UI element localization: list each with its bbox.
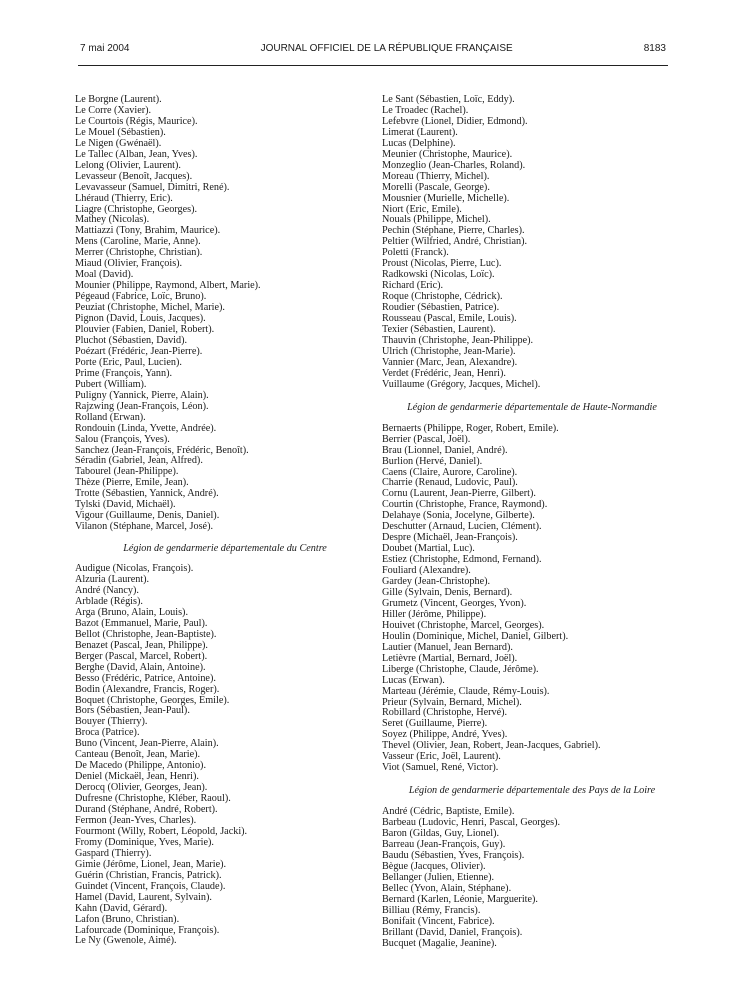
header-title: JOURNAL OFFICIEL DE LA RÉPUBLIQUE FRANÇAISE <box>260 42 513 54</box>
name-entry: Thauvin (Christophe, Jean-Philippe). <box>382 334 534 346</box>
name-entry: Roudier (Sébastien, Patrice). <box>382 302 500 314</box>
name-entry: Porte (Eric, Paul, Lucien). <box>75 356 182 368</box>
name-entry: Delahaye (Sonia, Jocelyne, Gilberte). <box>382 510 535 522</box>
header-date: 7 mai 2004 <box>80 42 130 54</box>
name-entry: Alzuria (Laurent). <box>75 574 150 586</box>
left-column <box>75 95 375 947</box>
name-entry: Poletti (Franck). <box>382 247 449 259</box>
name-entry: Caens (Claire, Aurore, Caroline). <box>382 466 518 478</box>
name-entry: Mens (Caroline, Marie, Anne). <box>75 236 201 248</box>
name-entry: Pechin (Stéphane, Pierre, Charles). <box>382 225 525 237</box>
header-rule <box>78 65 668 66</box>
name-entry: Lucas (Delphine). <box>382 137 456 149</box>
name-entry: Prieur (Sylvain, Bernard, Michel). <box>382 696 522 708</box>
section-heading-haute-normandie: Légion de gendarmerie départementale de Haute-Normandie <box>407 401 657 413</box>
name-entry: Thevel (Olivier, Jean, Robert, Jean-Jacques, Gabriel). <box>382 740 601 752</box>
name-entry: Arblade (Régis). <box>75 595 143 607</box>
name-entry: Barbeau (Ludovic, Henri, Pascal, Georges). <box>382 817 561 829</box>
name-entry: Miaud (Olivier, François). <box>75 258 183 270</box>
name-entry: Deniel (Mickaël, Jean, Henri). <box>75 771 199 783</box>
name-entry: Doubet (Martial, Luc). <box>382 543 475 555</box>
name-entry: Limerat (Laurent). <box>382 126 458 138</box>
name-entry: Levasseur (Benoît, Jacques). <box>75 170 193 182</box>
name-entry: Berger (Pascal, Marcel, Robert). <box>75 650 208 662</box>
name-entry: Bègue (Jacques, Olivier). <box>382 860 486 872</box>
name-entry: Besso (Frédéric, Patrice, Antoine). <box>75 672 216 684</box>
name-entry: Robillard (Christophe, Hervé). <box>382 707 508 719</box>
name-entry: Audigue (Nicolas, François). <box>75 563 194 575</box>
name-entry: Bazot (Emmanuel, Marie, Paul). <box>75 617 208 629</box>
name-entry: Morelli (Pascale, George). <box>382 181 490 193</box>
name-entry: Grumetz (Vincent, Georges, Yvon). <box>382 597 527 609</box>
page-header <box>80 40 666 56</box>
name-entry: Berghe (David, Alain, Antoine). <box>75 661 206 673</box>
name-entry: Sanchez (Jean-François, Frédéric, Benoît). <box>75 444 249 456</box>
name-entry: Verdet (Frédéric, Jean, Henri). <box>382 367 506 379</box>
name-entry: Liberge (Christophe, Claude, Jérôme). <box>382 663 539 675</box>
section-heading-centre: Légion de gendarmerie départementale du Centre <box>123 543 327 555</box>
name-entry: Bellot (Christophe, Jean-Baptiste). <box>75 628 217 640</box>
name-entry: Dufresne (Christophe, Kléber, Raoul). <box>75 793 231 805</box>
name-entry: Viot (Samuel, René, Victor). <box>382 762 499 774</box>
name-entry: Vilanon (Stéphane, Marcel, José). <box>75 521 214 533</box>
name-entry: Séradin (Gabriel, Jean, Alfred). <box>75 455 203 467</box>
name-list <box>382 95 682 391</box>
name-entry: Lucas (Erwan). <box>382 674 445 686</box>
name-entry: Liagre (Christophe, Georges). <box>75 203 198 215</box>
name-entry: Vannier (Marc, Jean, Alexandre). <box>382 356 518 368</box>
name-entry: Fourmont (Willy, Robert, Léopold, Jacki). <box>75 825 248 837</box>
name-entry: Buno (Vincent, Jean-Pierre, Alain). <box>75 738 219 750</box>
name-entry: Broca (Patrice). <box>75 727 140 739</box>
name-entry: Moal (David). <box>75 269 134 281</box>
name-entry: Meunier (Christophe, Maurice). <box>382 148 513 160</box>
name-entry: Marteau (Jérémie, Claude, Rémy-Louis). <box>382 685 550 697</box>
name-list <box>75 95 375 533</box>
name-entry: De Macedo (Philippe, Antonio). <box>75 760 206 772</box>
name-list <box>75 564 375 947</box>
name-entry: Fermon (Jean-Yves, Charles). <box>75 815 197 826</box>
name-entry: Fouliard (Alexandre). <box>382 565 471 577</box>
section-heading-pays-de-la-loire: Légion de gendarmerie départementale des Pays de la Loire <box>408 785 656 797</box>
name-entry: Bellanger (Julien, Etienne). <box>382 871 495 883</box>
name-entry: Baron (Gildas, Guy, Lionel). <box>382 828 500 840</box>
name-entry: Rousseau (Pascal, Emile, Louis). <box>382 313 517 325</box>
name-entry: Hamel (David, Laurent, Sylvain). <box>75 891 212 903</box>
name-entry: Ulrich (Christophe, Jean-Marie). <box>382 345 516 357</box>
name-entry: Bonifait (Vincent, Fabrice). <box>382 915 495 927</box>
name-entry: Charrie (Renaud, Ludovic, Paul). <box>382 477 518 489</box>
name-entry: Houlin (Dominique, Michel, Daniel, Gilbert). <box>382 630 569 642</box>
name-entry: André (Cédric, Baptiste, Emile). <box>382 806 515 818</box>
name-entry: Letièvre (Martial, Bernard, Joël). <box>382 652 518 664</box>
name-entry: Pégeaud (Fabrice, Loïc, Bruno). <box>75 291 207 303</box>
name-entry: Gardey (Jean-Christophe). <box>382 576 491 588</box>
name-entry: Le Courtois (Régis, Maurice). <box>75 115 198 127</box>
name-list <box>382 424 682 775</box>
name-entry: Brillant (David, Daniel, François). <box>382 926 523 938</box>
name-entry: Bellec (Yvon, Alain, Stéphane). <box>382 882 512 894</box>
name-entry: Le Nigen (Gwénaël). <box>75 137 162 149</box>
name-entry: Le Corre (Xavier). <box>75 104 152 116</box>
name-entry: Despre (Michaël, Jean-François). <box>382 532 518 544</box>
name-entry: Benazet (Pascal, Jean, Philippe). <box>75 639 208 651</box>
name-entry: Moreau (Thierry, Michel). <box>382 170 490 182</box>
name-entry: Burlion (Hervé, Daniel). <box>382 455 483 467</box>
name-entry: Le Sant (Sébastien, Loïc, Eddy). <box>382 94 515 105</box>
name-entry: Proust (Nicolas, Pierre, Luc). <box>382 258 502 270</box>
name-entry: Pubert (William). <box>75 378 147 390</box>
name-entry: Le Tallec (Alban, Jean, Yves). <box>75 148 198 160</box>
name-entry: Vasseur (Eric, Joël, Laurent). <box>382 751 501 763</box>
name-entry: Barreau (Jean-François, Guy). <box>382 839 506 850</box>
name-entry: Salou (François, Yves). <box>75 433 170 445</box>
name-entry: Texier (Sébastien, Laurent). <box>382 324 496 336</box>
name-entry: Peuziat (Christophe, Michel, Marie). <box>75 302 225 314</box>
name-entry: Le Mouel (Sébastien). <box>75 126 166 138</box>
name-entry: Bodin (Alexandre, Francis, Roger). <box>75 683 220 695</box>
name-entry: Mathey (Nicolas). <box>75 214 150 226</box>
name-entry: Mattiazzi (Tony, Brahim, Maurice). <box>75 225 221 237</box>
name-entry: Monzeglio (Jean-Charles, Roland). <box>382 159 526 171</box>
name-entry: Estiez (Christophe, Edmond, Fernand). <box>382 554 542 566</box>
name-entry: Boquet (Christophe, Georges, Emile). <box>75 694 230 706</box>
name-entry: Niort (Eric, Emile). <box>382 203 462 215</box>
name-entry: Radkowski (Nicolas, Loïc). <box>382 269 495 281</box>
name-entry: Rolland (Erwan). <box>75 411 146 423</box>
name-entry: Soyez (Philippe, André, Yves). <box>382 729 508 741</box>
name-list <box>382 807 682 949</box>
name-entry: Pluchot (Sébastien, David). <box>75 334 188 346</box>
name-entry: Nouals (Philippe, Michel). <box>382 214 491 226</box>
name-entry: Billiau (Rémy, Francis). <box>382 904 481 916</box>
name-entry: Houivet (Christophe, Marcel, Georges). <box>382 619 545 631</box>
name-entry: Le Troadec (Rachel). <box>382 104 469 116</box>
name-entry: Kahn (David, Gérard). <box>75 902 168 914</box>
name-entry: Cornu (Laurent, Jean-Pierre, Gilbert). <box>382 488 536 500</box>
name-entry: Levavasseur (Samuel, Dimitri, René). <box>75 181 230 193</box>
name-entry: Mounier (Philippe, Raymond, Albert, Marie). <box>75 280 261 292</box>
name-entry: Guindet (Vincent, François, Claude). <box>75 880 226 892</box>
name-entry: Mousnier (Murielle, Michelle). <box>382 192 510 204</box>
name-entry: Derocq (Olivier, Georges, Jean). <box>75 782 208 794</box>
name-entry: Gaspard (Thierry). <box>75 847 152 859</box>
name-entry: Pignon (David, Louis, Jacques). <box>75 313 206 325</box>
name-entry: Lelong (Olivier, Laurent). <box>75 159 181 171</box>
name-entry: Vigour (Guillaume, Denis, Daniel). <box>75 510 220 522</box>
name-entry: Tylski (David, Michaël). <box>75 499 176 511</box>
name-entry: Merrer (Christophe, Christian). <box>75 247 203 259</box>
name-entry: Rajzwing (Jean-François, Léon). <box>75 400 209 412</box>
name-entry: Lafourcade (Dominique, François). <box>75 924 220 936</box>
name-entry: Brau (Lionnel, Daniel, André). <box>382 444 508 456</box>
name-entry: Durand (Stéphane, André, Robert). <box>75 804 218 816</box>
name-entry: Fromy (Dominique, Yves, Marie). <box>75 836 214 848</box>
name-entry: Bors (Sébastien, Jean-Paul). <box>75 705 190 717</box>
name-entry: Bernard (Karlen, Léonie, Marguerite). <box>382 893 538 905</box>
name-entry: Seret (Guillaume, Pierre). <box>382 718 488 730</box>
name-entry: Roque (Christophe, Cédrick). <box>382 291 503 303</box>
name-entry: Poézart (Frédéric, Jean-Pierre). <box>75 345 203 357</box>
name-entry: André (Nancy). <box>75 584 139 596</box>
name-entry: Plouvier (Fabien, Daniel, Robert). <box>75 324 215 336</box>
name-entry: Puligny (Yannick, Pierre, Alain). <box>75 389 209 401</box>
name-entry: Canteau (Benoît, Jean, Marie). <box>75 749 201 761</box>
name-entry: Prime (François, Yann). <box>75 367 173 379</box>
name-entry: Bucquet (Magalie, Jeanine). <box>382 937 497 949</box>
name-entry: Vuillaume (Grégory, Jacques, Michel). <box>382 378 541 390</box>
name-entry: Tabourel (Jean-Philippe). <box>75 466 179 478</box>
name-entry: Trotte (Sébastien, Yannick, André). <box>75 488 219 500</box>
right-column <box>382 95 682 950</box>
name-entry: Le Ny (Gwenole, Aimé). <box>75 935 177 947</box>
name-entry: Baudu (Sébastien, Yves, François). <box>382 849 525 861</box>
name-entry: Berrier (Pascal, Joël). <box>382 433 471 445</box>
name-entry: Deschutter (Arnaud, Lucien, Clément). <box>382 521 542 533</box>
name-entry: Gimie (Jérôme, Lionel, Jean, Marie). <box>75 858 227 870</box>
name-entry: Guérin (Christian, Francis, Patrick). <box>75 869 222 881</box>
name-entry: Rondouin (Linda, Yvette, Andrée). <box>75 422 217 434</box>
name-entry: Arga (Bruno, Alain, Louis). <box>75 606 188 618</box>
name-entry: Gille (Sylvain, Denis, Bernard). <box>382 586 513 598</box>
name-entry: Lhéraud (Thierry, Eric). <box>75 192 173 204</box>
name-entry: Richard (Eric). <box>382 280 444 292</box>
header-page-number: 8183 <box>643 42 666 54</box>
name-entry: Thèze (Pierre, Emile, Jean). <box>75 477 189 489</box>
name-entry: Le Borgne (Laurent). <box>75 94 162 105</box>
name-entry: Lafon (Bruno, Christian). <box>75 913 180 925</box>
name-entry: Hiller (Jérôme, Philippe). <box>382 608 487 620</box>
name-entry: Courtin (Christophe, France, Raymond). <box>382 499 548 511</box>
name-entry: Lefebvre (Lionel, Didier, Edmond). <box>382 115 528 127</box>
name-entry: Peltier (Wilfried, André, Christian). <box>382 236 528 248</box>
name-entry: Bernaerts (Philippe, Roger, Robert, Emile). <box>382 422 559 434</box>
name-entry: Lautier (Manuel, Jean Bernard). <box>382 641 513 653</box>
name-entry: Bouyer (Thierry). <box>75 716 148 728</box>
